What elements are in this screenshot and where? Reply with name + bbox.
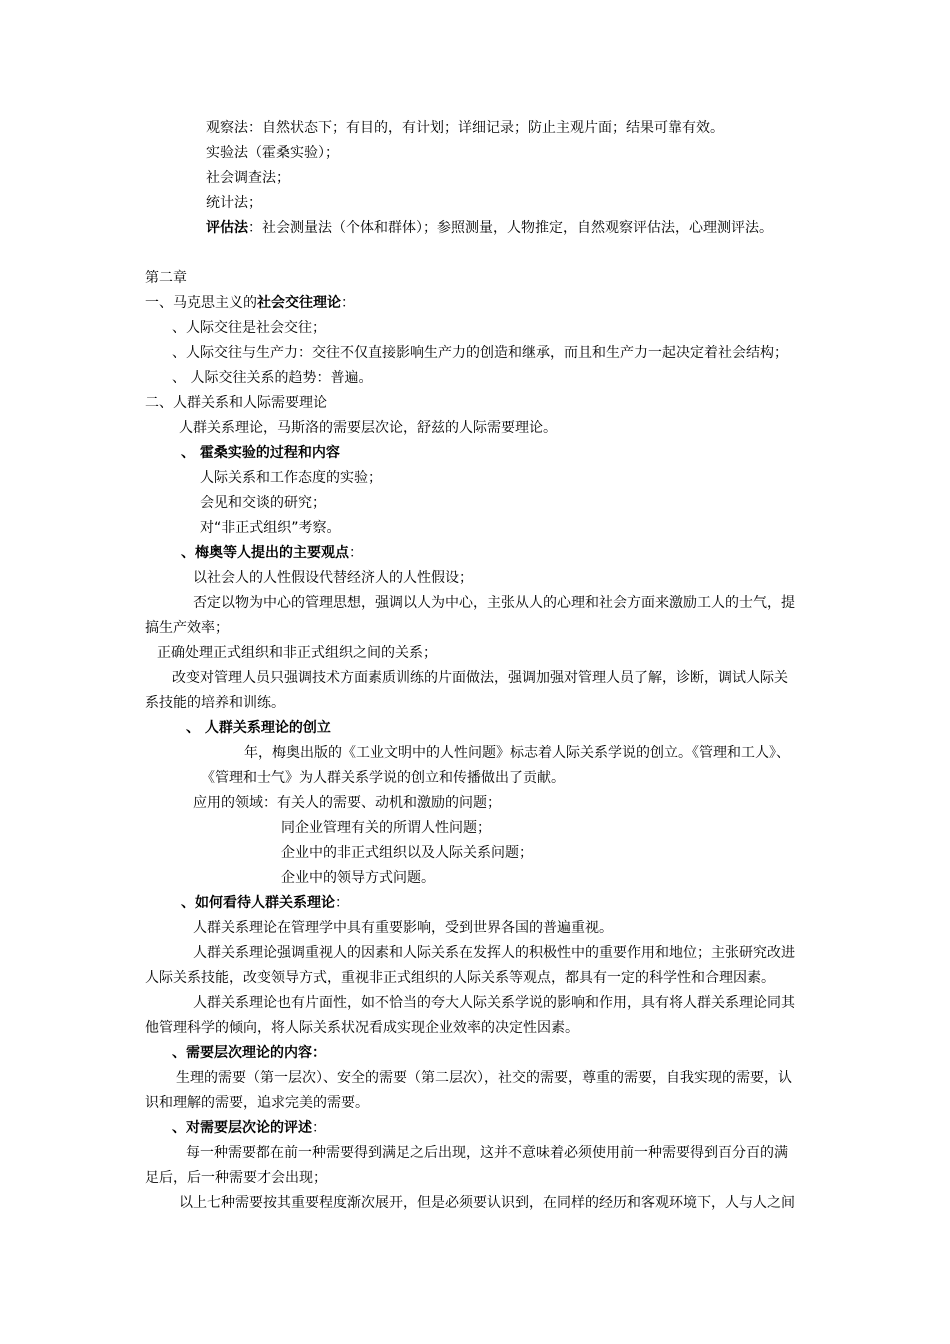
- view-heading-bold: 、如何看待人群关系理论: [181, 895, 335, 911]
- section-1-heading: [145, 293, 355, 313]
- mayo-point-1: 以社会人的人性假设代替经济人的人性假设；: [193, 570, 473, 586]
- assessment-label: 评估法: [206, 220, 248, 236]
- needs-line-2: 识和理解的需要，追求完美的需要。: [145, 1095, 369, 1111]
- section-2-heading: 二、人群关系和人际需要理论: [145, 395, 327, 411]
- founding-heading: 、 人群关系理论的创立: [186, 720, 331, 736]
- mayo-heading: [181, 543, 363, 563]
- section-1-item-1: 、人际交往是社会交往；: [172, 320, 326, 336]
- view-heading: [181, 893, 349, 913]
- mayo-point-2-line-2: 搞生产效率；: [145, 620, 229, 636]
- assessment-text: ：社会测量法（个体和群体）；参照测量，人物推定，自然观察评估法，心理测评法。: [248, 220, 773, 236]
- needs-heading: 、需要层次理论的内容：: [172, 1045, 326, 1061]
- section-1-bold: 社会交往理论: [257, 295, 341, 311]
- section-1-prefix: 一、马克思主义的: [145, 295, 257, 311]
- hawthorne-item-3: 对“非正式组织”考察。: [200, 520, 341, 536]
- mayo-heading-bold: 、梅奥等人提出的主要观点: [181, 545, 349, 561]
- application-item-4: 企业中的领导方式问题。: [281, 870, 435, 886]
- chapter-title: 第二章: [145, 270, 187, 286]
- review-point-1-line-2: 足后，后一种需要才会出现；: [145, 1170, 327, 1186]
- founding-line-1: 年，梅奥出版的《工业文明中的人性问题》标志着人际关系学说的创立。《管理和工人》、: [244, 745, 790, 761]
- review-heading: [172, 1118, 326, 1138]
- review-heading-bold: 、对需要层次论的评述: [172, 1120, 312, 1136]
- section-1-colon: ：: [341, 295, 355, 311]
- mayo-point-3: 正确处理正式组织和非正式组织之间的关系；: [157, 645, 437, 661]
- review-heading-colon: ：: [312, 1120, 326, 1136]
- review-point-1-line-1: 每一种需要都在前一种需要得到满足之后出现，这并不意味着必须使用前一种需要得到百分百的满: [186, 1145, 788, 1161]
- view-paragraph-1: 人群关系理论在管理学中具有重要影响，受到世界各国的普遍重视。: [193, 920, 613, 936]
- hawthorne-item-2: 会见和交谈的研究；: [200, 495, 326, 511]
- application-item-3: 企业中的非正式组织以及人际关系问题；: [281, 845, 533, 861]
- view-paragraph-3-line-2: 他管理科学的倾向，将人际关系状况看成实现企业效率的决定性因素。: [145, 1020, 579, 1036]
- survey-method: 社会调查法；: [206, 170, 290, 186]
- view-paragraph-2-line-2: 人际关系技能，改变领导方式，重视非正式组织的人际关系等观点，都具有一定的科学性和合理因素。: [145, 970, 775, 986]
- hawthorne-item-1: 人际关系和工作态度的实验；: [200, 470, 382, 486]
- mayo-point-2-line-1: 否定以物为中心的管理思想，强调以人为中心，主张从人的心理和社会方面来激励工人的士气，提: [193, 595, 795, 611]
- observation-method: 观察法：自然状态下；有目的，有计划；详细记录；防止主观片面；结果可靠有效。: [206, 120, 724, 136]
- hawthorne-heading: 、 霍桑实验的过程和内容: [181, 445, 340, 461]
- section-1-item-2: 、人际交往与生产力：交往不仅直接影响生产力的创造和继承，而且和生产力一起决定着社会结构；: [172, 345, 788, 361]
- needs-line-1: 生理的需要（第一层次）、安全的需要（第二层次），社交的需要，尊重的需要，自我实现的需要，认: [176, 1070, 792, 1086]
- review-point-2: 以上七种需要按其重要程度渐次展开，但是必须要认识到，在同样的经历和客观环境下，人与人之间: [179, 1195, 795, 1211]
- view-heading-colon: ：: [335, 895, 349, 911]
- section-1-item-3: 、 人际交往关系的趋势：普遍。: [172, 370, 373, 386]
- mayo-point-4-line-2: 系技能的培养和训练。: [145, 695, 285, 711]
- mayo-point-4-line-1: 改变对管理人员只强调技术方面素质训练的片面做法，强调加强对管理人员了解，诊断，调试人际关: [172, 670, 788, 686]
- founding-line-2: 《管理和士气》为人群关系学说的创立和传播做出了贡献。: [201, 770, 565, 786]
- application-item-1: 应用的领域：有关人的需要、动机和激励的问题；: [193, 795, 501, 811]
- view-paragraph-3-line-1: 人群关系理论也有片面性，如不恰当的夸大人际关系学说的影响和作用，具有将人群关系理论同其: [193, 995, 795, 1011]
- application-item-2: 同企业管理有关的所谓人性问题；: [281, 820, 491, 836]
- assessment-method: [206, 218, 773, 238]
- experiment-method: 实验法（霍桑实验）；: [206, 145, 339, 161]
- mayo-heading-colon: ：: [349, 545, 363, 561]
- view-paragraph-2-line-1: 人群关系理论强调重视人的因素和人际关系在发挥人的积极性中的重要作用和地位；主张研究改进: [193, 945, 795, 961]
- section-2-intro: 人群关系理论，马斯洛的需要层次论，舒兹的人际需要理论。: [179, 420, 557, 436]
- statistics-method: 统计法；: [206, 195, 262, 211]
